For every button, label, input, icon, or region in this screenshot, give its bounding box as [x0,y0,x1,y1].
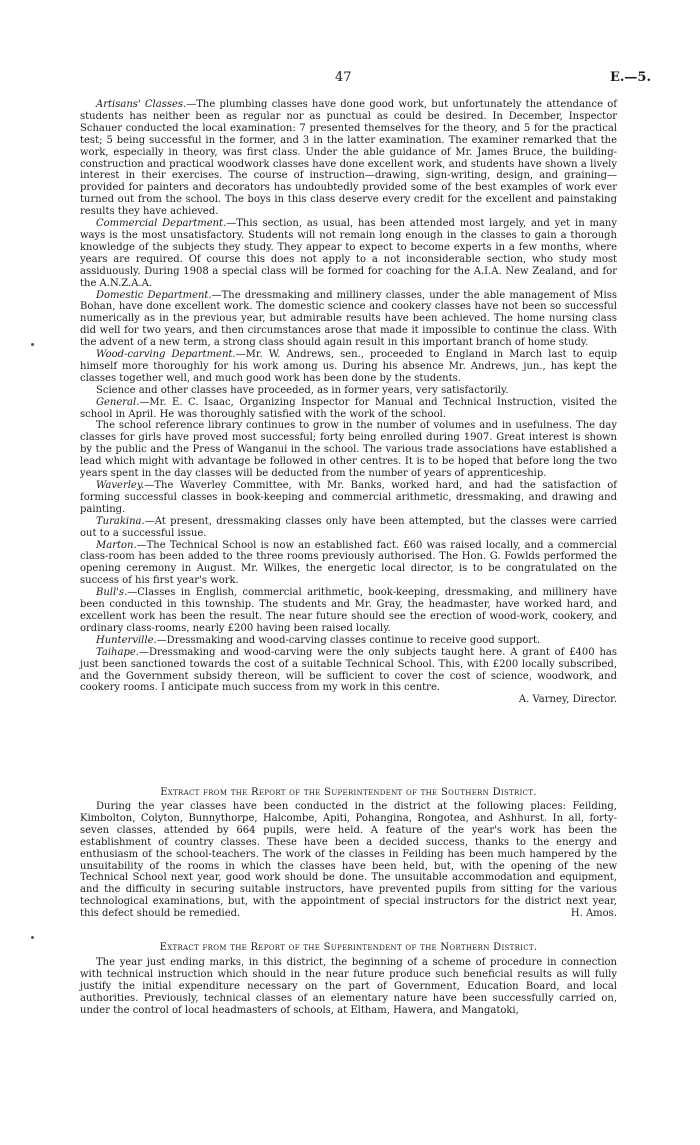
margin-speck [31,343,34,346]
paragraph-lead: Hunterville. [96,634,157,646]
paragraph-taihape [80,647,617,695]
southern-district-paragraph [80,801,617,920]
paragraph-text: During the year classes have been conducted in the district at the following places: Feilding, Kimbolton, Colyton, Bunnythorpe, Halcombe, Apiti, Pohangina, Rongotea, and Ashhurst. In all, forty-seven classes, attended by 664 pupils, were held. A feature of the year's work has been the establishment of country classes. These have been a decided success, thanks to the energy and enthusiasm of the school-teachers. The work of the classes in Feilding has been much hampered by the unsuitability of the rooms in which the classes have been held, but, with the opening of the new Technical School next year, good work should be done. The unsuitable accommodation and equipment, and the difficulty in securing suitable instructors, have prevented pupils from sitting for the various technological examinations, but, with the appointment of special instructors for the district next year, this defect should be remedied. [80,801,617,920]
page-header [0,70,700,86]
paragraph-artisans-classes [80,99,617,218]
paragraph-text: —Classes in English, commercial arithmetic, book-keeping, dressmaking, and millinery have been conducted in this township. The students and Mr. Gray, the headmaster, have worked hard, and excellent work has been the result. The near future should see the erection of wood-work, cookery, and ordinary class-rooms, nearly £200 having been raised locally. [80,587,617,634]
northern-district-section [80,957,617,1017]
signature-amos: H. Amos. [570,908,617,920]
document-reference: E.—5. [609,70,651,85]
paragraph-lead: General. [96,396,140,408]
paragraph-bulls [80,587,617,635]
paragraph-lead: Artisans' Classes. [96,99,187,110]
signature-varney: A. Varney, Director. [518,694,617,706]
paragraph-lead: Waverley. [96,480,145,491]
southern-district-heading: Extract from the Report of the Superintendent of the Southern District. [160,787,537,798]
paragraph-lead: Marton. [96,539,137,551]
margin-speck [31,936,34,939]
paragraph-text: —At present, dressmaking classes only have been attempted, but the classes were carried out to a successful issue. [80,515,617,539]
northern-district-heading: Extract from the Report of the Superintendent of the Northern District. [159,942,538,953]
paragraph-reference-library [80,420,617,480]
paragraph-lead: Taihape. [96,646,139,658]
paragraph-text: Science and other classes have proceeded, as in former years, very satisfactorily. [96,384,509,396]
page-number: 47 [335,70,352,85]
paragraph-marton [80,540,617,588]
paragraph-text: —The plumbing classes have done good work, but unfortunately the attendance of students has neither been as regular nor as punctual as could be desired. In December, Inspector Schauer conducted the local examination: 7 presented themselves for the theory, and 5 for the practical test; 5 being successful in the former, and 3 in the latter examination. The examiner remarked that the work, especially in theory, was first class. Under the able guidance of Mr. James Bruce, the building-construction and practical woodwork classes have done excellent work, and students have shown a lively interest in their exercises. The course of instruction—drawing, sign-writing, design, and graining—provided for painters and decorators has undoubtedly provided some of the best examples of work ever turned out from the school. The boys in this class deserve every credit for the excellent and painstaking results they have achieved. [80,99,617,218]
paragraph-text: —Mr. E. C. Isaac, Organizing Inspector for Manual and Technical Instruction, visited the school in April. He was thoroughly satisfied with the work of the school. [80,396,617,420]
paragraph-text: —The Technical School is now an established fact. £60 was raised locally, and a commercial class-room has been added to the three rooms previously authorised. The Hon. G. Fowlds performed the opening ceremony in August. Mr. Wilkes, the energetic local director, is to be congratulated on the success of his first year's work. [80,539,617,587]
paragraph-lead: Commercial Department. [96,218,227,230]
paragraph-text: —Dressmaking and wood-carving were the only subjects taught here. A grant of £400 has just been sanctioned towards the cost of a suitable Technical School. This, with £200 locally subscribed, and the Government subsidy thereon, will be sufficient to cover the cost of science, woodwork, and cookery rooms. I anticipate much success from my work in this centre. [80,646,617,694]
varney-report-section [80,99,617,706]
paragraph-text: —Dressmaking and wood-carving classes continue to receive good support. [156,634,541,646]
paragraph-text: The school reference library continues to grow in the number of volumes and in usefulness. The day classes for girls have proved most successful; forty being enrolled during 1907. Great interest is shown by the public and the Press of Wanganui in the school. The various trade associations have established a lead which might with advantage be followed in other centres. It is to be hoped that before long the two years spent in the day classes will be deducted from the number of years of apprenticeship. [80,420,617,480]
paragraph-text: —This section, as usual, has been attended most largely, and yet in many ways is the most unsatisfactory. Students will not remain long enough in the classes to gain a thorough knowledge of the subjects they study. They appear to expect to become experts in a few months, where years are required. Of course this does not apply to a not inconsiderable section, who study most assiduously. During 1908 a special class will be formed for coaching for the A.I.A. New Zealand, and for the A.N.Z.A.A. [80,218,617,289]
paragraph-lead: Wood-carving Department. [96,349,236,361]
paragraph-text: —The dressmaking and millinery classes, under the able management of Miss Bohan, have done excellent work. The domestic science and cookery classes have not been so successful numerically as in the previous year, but admirable results have been achieved. The home nursing class did well for two years, and then circumstances arose that made it impossible to continue the class. With the advent of a new term, a strong class should again result in this important branch of home study. [80,289,618,349]
paragraph-commercial-department [80,218,617,289]
paragraph-science-classes [80,385,617,397]
paragraph-hunterville [80,635,617,647]
paragraph-text: —The Waverley Committee, with Mr. Banks, worked hard, and had the satisfaction of forming successful classes in book-keeping and commercial arithmetic, dressmaking, and drawing and painting. [80,480,617,515]
paragraph-waverley [80,480,617,516]
paragraph-general [80,397,617,421]
paragraph-lead: Domestic Department. [96,289,212,301]
paragraph-wood-carving-department [80,349,617,385]
paragraph-text: —Mr. W. Andrews, sen., proceeded to England in March last to equip himself more thoroughly for his work among us. During his absence Mr. Andrews, jun., has kept the classes together well, and much good work has been done by the students. [80,349,617,384]
northern-district-paragraph: The year just ending marks, in this district, the beginning of a scheme of procedure in connection with technical instruction which should in the near future produce such beneficial results as will fully justify the initial expenditure necessary on the part of Government, Education Board, and local authorities. Previously, technical classes of an elementary nature have been successfully carried on, under the control of local headmasters of schools, at Eltham, Hawera, and Mangatoki, [80,957,617,1016]
paragraph-lead: Bull's. [96,587,128,599]
paragraph-domestic-department [80,290,617,350]
paragraph-lead: Turakina. [96,515,145,527]
paragraph-turakina [80,516,617,540]
southern-district-section [80,801,617,920]
